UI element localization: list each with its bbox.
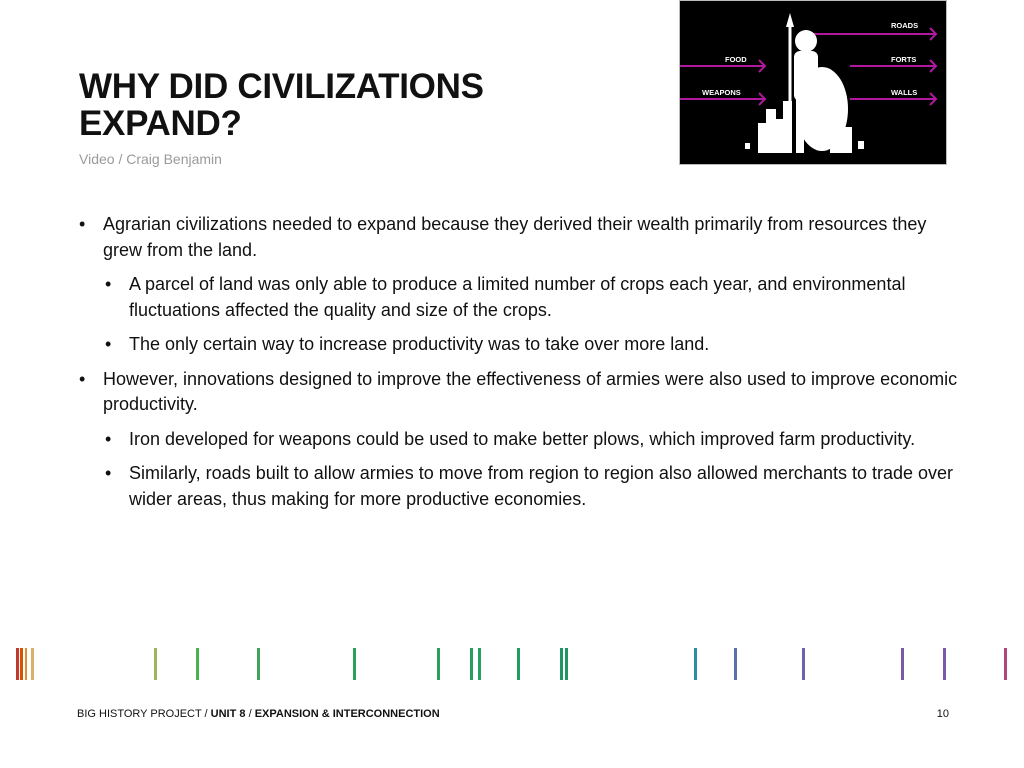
slide-subtitle: Video / Craig Benjamin [79,151,222,167]
bullet-marker: • [105,274,112,294]
footer-separator: / [201,708,211,720]
label-roads: ROADS [891,21,919,30]
footer-breadcrumb [77,708,440,720]
bullet-text: The only certain way to increase productivity was to take over more land. [129,334,710,354]
title-line-2: EXPAND? [79,104,242,143]
bullet-text: Iron developed for weapons could be used to make better plows, which improved farm productivity. [129,428,916,449]
title-line-1: WHY DID CIVILIZATIONS [79,67,484,106]
bullet-text: Agrarian civilizations needed to expand because they derived their wealth primarily from resources they grew from the land. [103,214,927,260]
footer-section: EXPANSION & INTERCONNECTION [254,708,440,720]
bullet-item [79,212,959,263]
bullet-item [79,367,959,418]
timeline-stripes [0,648,1024,680]
page-number: 10 [936,708,949,720]
bullet-marker: • [79,368,86,389]
sub-bullet-item [79,461,959,512]
footer-unit: UNIT 8 [210,708,246,720]
footer-separator: / [245,708,255,720]
bullet-list [79,212,959,521]
bullet-text: Similarly, roads built to allow armies to move from region to region also allowed merchants to trade over wider areas, thus making for more productive economies. [129,463,954,509]
sub-bullet-item [79,272,959,323]
label-food: FOOD [725,55,747,64]
bullet-text: A parcel of land was only able to produce a limited number of crops each year, and environmental fluctuations affected the quality and size of the crops. [129,274,906,320]
footer-project: BIG HISTORY PROJECT [77,708,202,720]
bullet-marker: • [105,428,112,449]
bullet-marker: • [79,214,86,234]
label-walls: WALLS [891,88,918,97]
bullet-marker: • [105,463,112,483]
label-weapons: WEAPONS [702,88,741,97]
sub-bullet-item [79,332,959,358]
bullet-text: However, innovations designed to improve the effectiveness of armies were also used to improve economic productivity. [103,368,958,414]
sub-bullet-item [79,427,959,453]
label-forts: FORTS [891,55,917,64]
slide-title [79,68,639,142]
bullet-marker: • [105,334,112,354]
soldier-illustration [680,1,947,165]
video-thumbnail[interactable] [679,0,947,165]
stripe-group [16,648,1007,680]
